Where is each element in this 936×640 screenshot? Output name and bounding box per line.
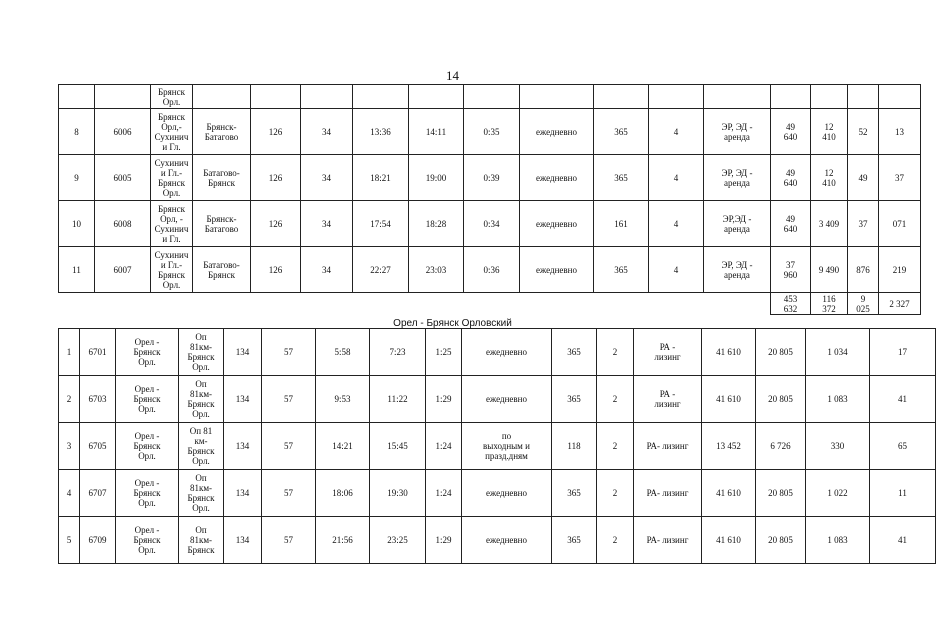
- cell-c2: 3 409: [811, 201, 848, 247]
- cell-c4: 65: [870, 423, 936, 470]
- cell-dep: 22:27: [353, 247, 409, 293]
- cell-c4: 11: [870, 470, 936, 517]
- cell-cars: 2: [597, 376, 634, 423]
- cell-dur: 0:36: [464, 247, 520, 293]
- cell-c4: 13: [879, 109, 921, 155]
- cell-section: Оп 81 км- Брянск Орл.: [179, 423, 224, 470]
- cell-c3: 52: [848, 109, 879, 155]
- cell-section: Оп 81км- Брянск Орл.: [179, 376, 224, 423]
- totals-row: [59, 293, 921, 315]
- cell-n: 1: [59, 329, 80, 376]
- cell-dep: 5:58: [316, 329, 370, 376]
- cell-schedule: ежедневно: [462, 376, 552, 423]
- cell-cars: 2: [597, 329, 634, 376]
- cell-km: 126: [251, 247, 301, 293]
- table-row: [59, 329, 936, 376]
- table-row: [59, 155, 921, 201]
- total-c2: 116 372: [811, 293, 848, 315]
- cell-c1: 49 640: [771, 155, 811, 201]
- cell-km: 126: [251, 201, 301, 247]
- cell-schedule: по выходным и празд.дням: [462, 423, 552, 470]
- cell-arr: 19:00: [409, 155, 464, 201]
- cell-dur: 1:25: [426, 329, 462, 376]
- cell-route: Брянск Орл,- Сухинич и Гл.: [151, 109, 193, 155]
- cell-c2: 20 805: [756, 329, 806, 376]
- cell-days: 365: [552, 517, 597, 564]
- cell-n: 11: [59, 247, 95, 293]
- total-c1: 453 632: [771, 293, 811, 315]
- cell-c2: 12 410: [811, 155, 848, 201]
- cell-c4: 41: [870, 376, 936, 423]
- cell-cars: 2: [597, 517, 634, 564]
- cell-n: 5: [59, 517, 80, 564]
- table-row: [59, 470, 936, 517]
- section-title: Орел - Брянск Орловский: [393, 318, 512, 329]
- cell-c1: 41 610: [702, 470, 756, 517]
- cell-dur: 1:29: [426, 517, 462, 564]
- cell-type: ЭР,ЭД - аренда: [704, 201, 771, 247]
- cell-days: 365: [594, 155, 649, 201]
- cell-c3: 330: [806, 423, 870, 470]
- cell-dur: 0:34: [464, 201, 520, 247]
- cell-type: РА - лизинг: [634, 329, 702, 376]
- cell-c1: 41 610: [702, 517, 756, 564]
- cell-cars: 2: [597, 423, 634, 470]
- cell-cars: 4: [649, 247, 704, 293]
- cell-type: РА- лизинг: [634, 470, 702, 517]
- page-number: 14: [446, 68, 459, 83]
- cell-dep: 17:54: [353, 201, 409, 247]
- cell-km: 134: [224, 376, 262, 423]
- cell-route: Сухинич и Гл.- Брянск Орл.: [151, 155, 193, 201]
- cell-c2: 20 805: [756, 470, 806, 517]
- cell-c1: 13 452: [702, 423, 756, 470]
- cell-c3: 1 083: [806, 376, 870, 423]
- cell-type: ЭР, ЭД - аренда: [704, 247, 771, 293]
- cell-type: ЭР, ЭД - аренда: [704, 109, 771, 155]
- cell-stops: 34: [301, 155, 353, 201]
- cell-schedule: ежедневно: [462, 517, 552, 564]
- table-row: [59, 247, 921, 293]
- cell-c3: 1 022: [806, 470, 870, 517]
- cell-cars: 2: [597, 470, 634, 517]
- table-row: [59, 201, 921, 247]
- total-c3: 9 025: [848, 293, 879, 315]
- cell-c1: 49 640: [771, 201, 811, 247]
- cell-train: 6703: [80, 376, 116, 423]
- schedule-table-2: [58, 328, 936, 564]
- cell-dep: 14:21: [316, 423, 370, 470]
- cell-c3: 1 083: [806, 517, 870, 564]
- route-cell: Брянск Орл.: [151, 85, 193, 109]
- cell-dep: 18:21: [353, 155, 409, 201]
- cell-arr: 18:28: [409, 201, 464, 247]
- cell-schedule: ежедневно: [520, 155, 594, 201]
- cell-stops: 34: [301, 109, 353, 155]
- cell-section: Оп 81км- Брянск Орл.: [179, 470, 224, 517]
- cell-days: 365: [594, 247, 649, 293]
- cell-stops: 57: [262, 423, 316, 470]
- schedule-table-1: [58, 84, 921, 315]
- cell-days: 365: [552, 470, 597, 517]
- cell-train: 6709: [80, 517, 116, 564]
- cell-km: 134: [224, 470, 262, 517]
- cell-route: Сухинич и Гл.- Брянск Орл.: [151, 247, 193, 293]
- cell-c4: 41: [870, 517, 936, 564]
- cell-dep: 18:06: [316, 470, 370, 517]
- cell-cars: 4: [649, 109, 704, 155]
- cell-section: Оп 81км- Брянск: [179, 517, 224, 564]
- cell-km: 134: [224, 329, 262, 376]
- cell-n: 9: [59, 155, 95, 201]
- cell-type: РА- лизинг: [634, 423, 702, 470]
- cell-route: Брянск Орл, - Сухинич и Гл.: [151, 201, 193, 247]
- cell-stops: 57: [262, 376, 316, 423]
- cell-train: 6701: [80, 329, 116, 376]
- cell-c2: 6 726: [756, 423, 806, 470]
- cell-route: Орел - Брянск Орл.: [116, 376, 179, 423]
- cell-type: РА - лизинг: [634, 376, 702, 423]
- cell-km: 126: [251, 109, 301, 155]
- cell-c2: 12 410: [811, 109, 848, 155]
- cell-schedule: ежедневно: [520, 247, 594, 293]
- cell-dep: 21:56: [316, 517, 370, 564]
- total-c4: 2 327: [879, 293, 921, 315]
- cell-c4: 17: [870, 329, 936, 376]
- cell-days: 365: [594, 109, 649, 155]
- cell-dur: 1:29: [426, 376, 462, 423]
- table-row: [59, 376, 936, 423]
- cell-c3: 37: [848, 201, 879, 247]
- cell-schedule: ежедневно: [520, 201, 594, 247]
- cell-train: 6705: [80, 423, 116, 470]
- cell-days: 161: [594, 201, 649, 247]
- cell-arr: 23:25: [370, 517, 426, 564]
- table-row: [59, 423, 936, 470]
- cell-km: 134: [224, 517, 262, 564]
- cell-c3: 49: [848, 155, 879, 201]
- cell-cars: 4: [649, 155, 704, 201]
- cell-type: РА- лизинг: [634, 517, 702, 564]
- cell-dur: 1:24: [426, 423, 462, 470]
- cell-c4: 219: [879, 247, 921, 293]
- cell-cars: 4: [649, 201, 704, 247]
- cell-arr: 7:23: [370, 329, 426, 376]
- cell-stops: 57: [262, 470, 316, 517]
- cell-dep: 9:53: [316, 376, 370, 423]
- cell-train: 6007: [95, 247, 151, 293]
- cell-dur: 0:39: [464, 155, 520, 201]
- cell-dur: 0:35: [464, 109, 520, 155]
- cell-c1: 49 640: [771, 109, 811, 155]
- cell-c3: 876: [848, 247, 879, 293]
- cell-n: 4: [59, 470, 80, 517]
- cell-section: Брянск- Батагово: [193, 109, 251, 155]
- cell-c3: 1 034: [806, 329, 870, 376]
- cell-dur: 1:24: [426, 470, 462, 517]
- cell-c1: 41 610: [702, 376, 756, 423]
- cell-c4: 071: [879, 201, 921, 247]
- cell-section: Оп 81км- Брянск Орл.: [179, 329, 224, 376]
- cell-n: 10: [59, 201, 95, 247]
- cell-route: Орел - Брянск Орл.: [116, 423, 179, 470]
- cell-c2: 20 805: [756, 376, 806, 423]
- cell-train: 6006: [95, 109, 151, 155]
- cell-n: 3: [59, 423, 80, 470]
- cell-stops: 34: [301, 201, 353, 247]
- cell-schedule: ежедневно: [462, 329, 552, 376]
- cell-days: 365: [552, 376, 597, 423]
- table-row: [59, 517, 936, 564]
- cell-route: Орел - Брянск Орл.: [116, 517, 179, 564]
- cell-dep: 13:36: [353, 109, 409, 155]
- cell-stops: 57: [262, 517, 316, 564]
- cell-arr: 14:11: [409, 109, 464, 155]
- cell-c1: 41 610: [702, 329, 756, 376]
- cell-route: Орел - Брянск Орл.: [116, 329, 179, 376]
- cell-days: 118: [552, 423, 597, 470]
- cell-days: 365: [552, 329, 597, 376]
- cell-n: 8: [59, 109, 95, 155]
- cell-type: ЭР, ЭД - аренда: [704, 155, 771, 201]
- cell-n: 2: [59, 376, 80, 423]
- cell-route: Орел - Брянск Орл.: [116, 470, 179, 517]
- cell-schedule: ежедневно: [462, 470, 552, 517]
- cell-c1: 37 960: [771, 247, 811, 293]
- table-row: [59, 85, 921, 109]
- cell-km: 134: [224, 423, 262, 470]
- cell-c2: 20 805: [756, 517, 806, 564]
- cell-stops: 57: [262, 329, 316, 376]
- cell-schedule: ежедневно: [520, 109, 594, 155]
- cell-arr: 19:30: [370, 470, 426, 517]
- cell-section: Брянск- Батагово: [193, 201, 251, 247]
- cell-stops: 34: [301, 247, 353, 293]
- cell-c2: 9 490: [811, 247, 848, 293]
- cell-km: 126: [251, 155, 301, 201]
- cell-section: Батагово- Брянск: [193, 247, 251, 293]
- cell-arr: 23:03: [409, 247, 464, 293]
- cell-section: Батагово- Брянск: [193, 155, 251, 201]
- cell-c4: 37: [879, 155, 921, 201]
- cell-train: 6005: [95, 155, 151, 201]
- cell-train: 6008: [95, 201, 151, 247]
- table-row: [59, 109, 921, 155]
- cell-arr: 15:45: [370, 423, 426, 470]
- cell-arr: 11:22: [370, 376, 426, 423]
- cell-train: 6707: [80, 470, 116, 517]
